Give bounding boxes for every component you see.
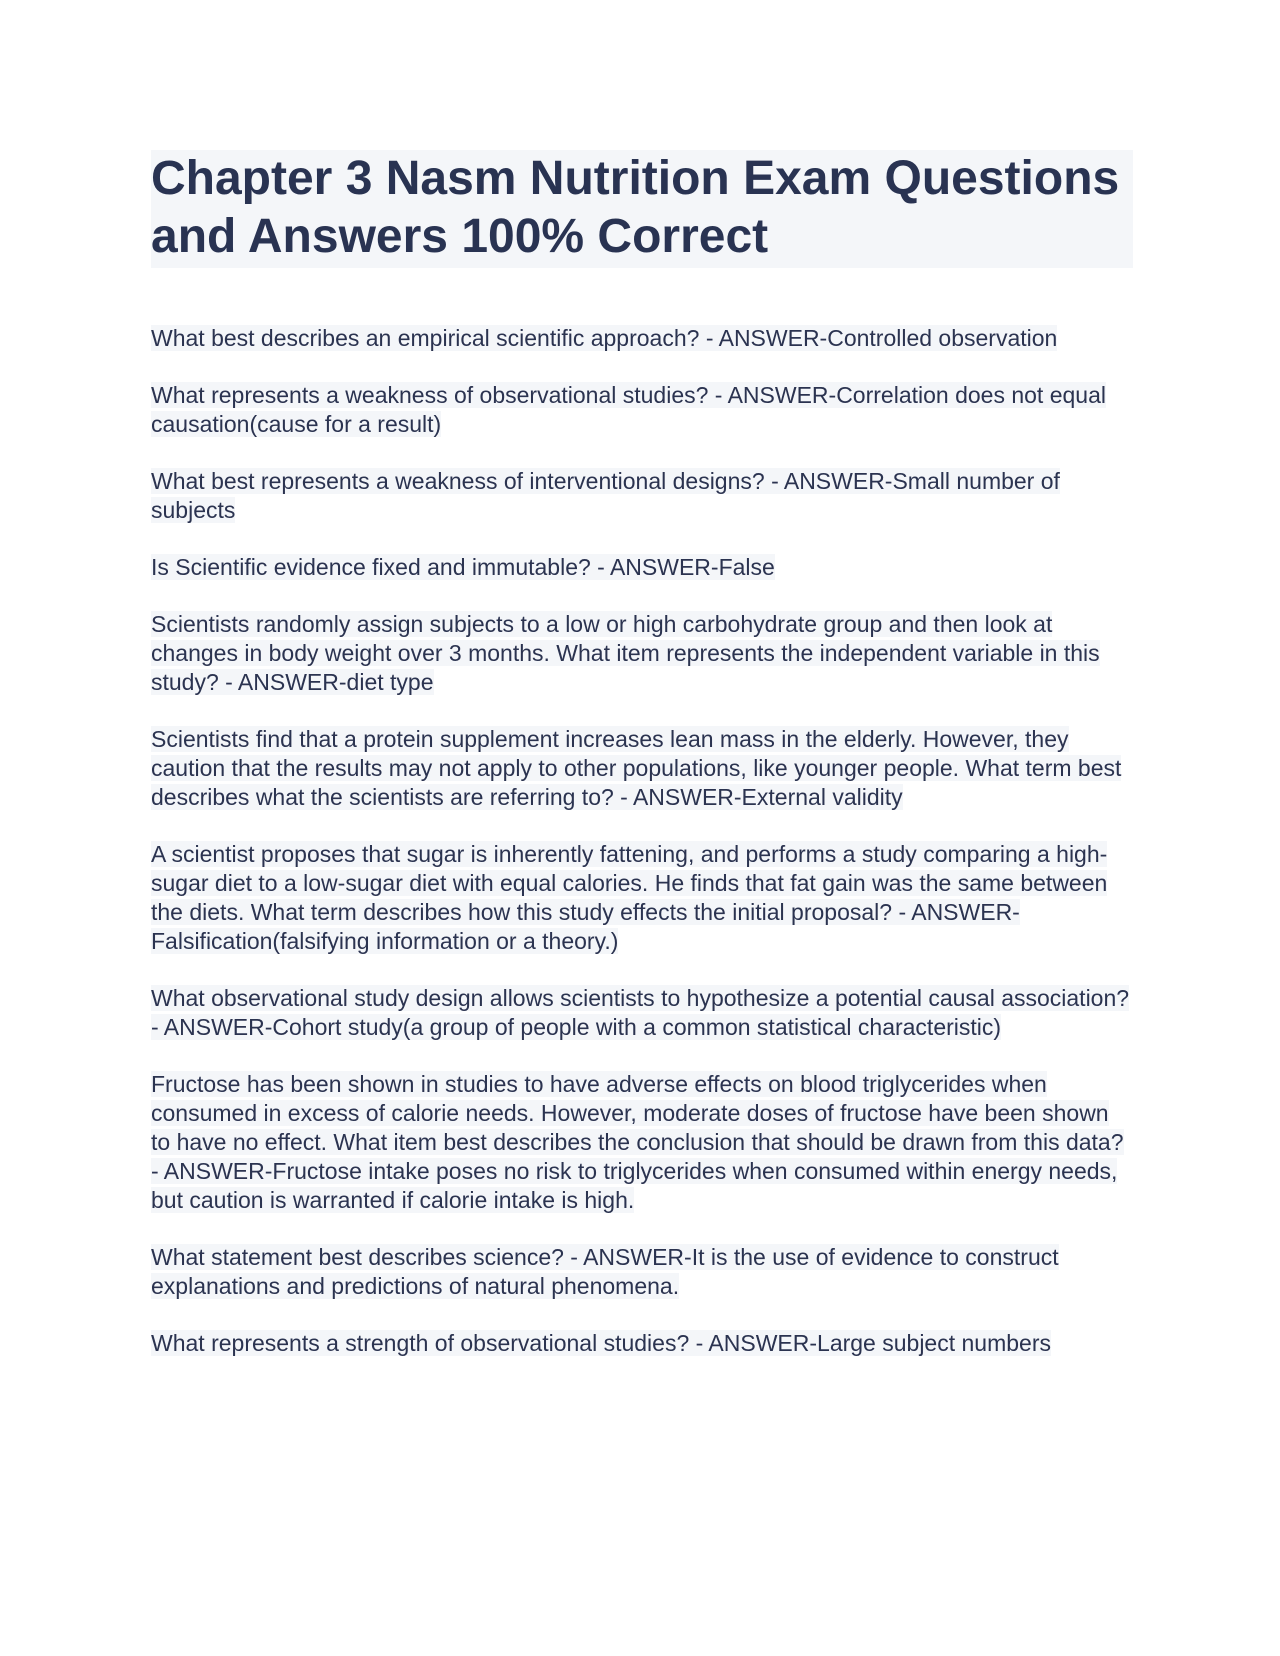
- qa-text: What observational study design allows scientists to hypothesize a potential causal association? - ANSWER-Cohort study(a group of people with a common statistical characteristic): [151, 985, 1130, 1040]
- qa-item: [151, 1070, 1133, 1215]
- qa-text: What best describes an empirical scientific approach? - ANSWER-Controlled observation: [151, 325, 1058, 351]
- qa-text: What represents a weakness of observational studies? - ANSWER-Correlation does not equal causation(cause for a result): [151, 382, 1106, 437]
- qa-item: [151, 381, 1133, 439]
- qa-list: [151, 324, 1133, 1358]
- qa-text: Is Scientific evidence fixed and immutable? - ANSWER-False: [151, 554, 775, 580]
- title-block: [151, 150, 1133, 268]
- qa-item: [151, 984, 1133, 1042]
- qa-text: Scientists randomly assign subjects to a low or high carbohydrate group and then look at changes in body weight over 3 months. What item represents the independent variable in this study? - ANSWER-diet type: [151, 611, 1100, 695]
- qa-item: [151, 725, 1133, 812]
- qa-item: [151, 1243, 1133, 1301]
- qa-text: What statement best describes science? - ANSWER-It is the use of evidence to construct explanations and predictions of natural phenomena.: [151, 1244, 1059, 1299]
- qa-text: What best represents a weakness of interventional designs? - ANSWER-Small number of subjects: [151, 468, 1060, 523]
- qa-item: [151, 324, 1133, 353]
- qa-item: [151, 840, 1133, 956]
- qa-item: [151, 467, 1133, 525]
- qa-item: [151, 1329, 1133, 1358]
- document-title: Chapter 3 Nasm Nutrition Exam Questions and Answers 100% Correct: [151, 152, 1120, 263]
- qa-text: Fructose has been shown in studies to have adverse effects on blood triglycerides when consumed in excess of calorie needs. However, moderate doses of fructose have been shown to have no effect. What item best describes the conclusion that should be drawn from this data? - ANSWER-Fructose intake poses no risk to triglycerides when consumed within energy needs, but caution is warranted if calorie intake is high.: [151, 1071, 1124, 1213]
- qa-text: What represents a strength of observational studies? - ANSWER-Large subject numbers: [151, 1330, 1051, 1356]
- qa-text: A scientist proposes that sugar is inherently fattening, and performs a study comparing a high-sugar diet to a low-sugar diet with equal calories. He finds that fat gain was the same between the diets. What term describes how this study effects the initial proposal? - ANSWER-Falsification(falsifying information or a theory.): [151, 841, 1108, 954]
- qa-item: [151, 610, 1133, 697]
- qa-text: Scientists find that a protein supplement increases lean mass in the elderly. However, they caution that the results may not apply to other populations, like younger people. What term best describes what the scientists are referring to? - ANSWER-External validity: [151, 726, 1122, 810]
- document-page: [151, 150, 1133, 1386]
- qa-item: [151, 553, 1133, 582]
